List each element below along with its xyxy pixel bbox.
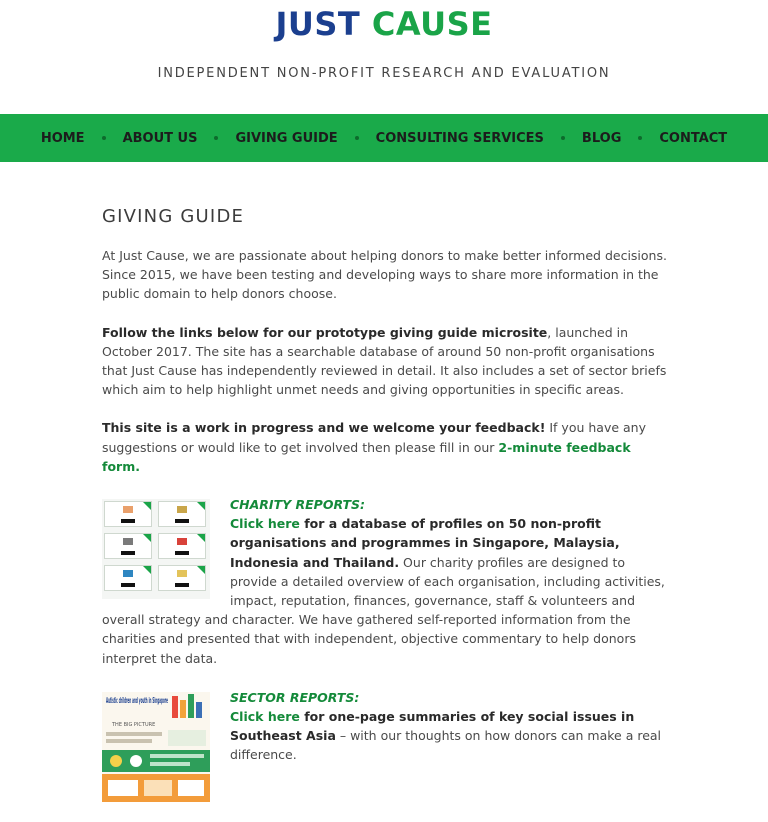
microsite-paragraph xyxy=(102,323,670,400)
nav-giving-guide[interactable]: GIVING GUIDE xyxy=(235,130,338,146)
logo-word-cause: CAUSE xyxy=(371,5,493,43)
nav-consulting-services[interactable]: CONSULTING SERVICES xyxy=(375,130,544,146)
charity-description: Our charity profiles are designed to provide a detailed overview of each organisation, including activities, impact, reputation, finances, governance, staff & volunteers and overall strategy and character. We have gathered self-reported information from the charities and presented that with independent, objective commentary to help donors interpret the data. xyxy=(102,554,665,666)
sector-reports-section xyxy=(102,688,670,802)
sector-click-here-link[interactable]: Click here xyxy=(230,709,300,725)
nav-blog[interactable]: BLOG xyxy=(581,130,622,146)
nav-separator-dot xyxy=(561,136,565,140)
microsite-lead: Follow the links below for our prototype giving guide microsite xyxy=(102,324,548,340)
profile-card xyxy=(158,565,206,591)
profile-card xyxy=(104,501,152,527)
intro-paragraph: At Just Cause, we are passionate about helping donors to make better informed decisions. Since 2015, we have been testing and developing ways to share more information in the public domain to help donors choose. xyxy=(102,248,667,302)
nav-separator-dot xyxy=(355,136,359,140)
charity-reports-section xyxy=(102,495,670,668)
site-tagline: INDEPENDENT NON-PROFIT RESEARCH AND EVALUATION xyxy=(157,66,611,81)
thumb-subtitle: THE BIG PICTURE xyxy=(112,721,156,728)
feedback-text: If you have any suggestions or would like to get involved then please fill in our xyxy=(102,420,646,455)
profile-card xyxy=(104,565,152,591)
page-title: GIVING GUIDE xyxy=(102,206,245,227)
nav-separator-dot xyxy=(214,136,218,140)
sector-lead: for one-page summaries of key social issues in Southeast Asia xyxy=(230,709,635,744)
feedback-paragraph xyxy=(102,418,670,476)
nav-about-us[interactable]: ABOUT US xyxy=(122,130,198,146)
sector-infographic-image xyxy=(102,692,210,802)
sector-description: – with our thoughts on how donors can make a real difference. xyxy=(230,728,662,763)
microsite-text: , launched in October 2017. The site has a searchable database of around 50 non-profit organisations that Just Cause has independently reviewed in detail. It also includes a set of sector briefs which aim to help highlight unmet needs and giving opportunities in specific areas. xyxy=(102,324,667,398)
profile-card xyxy=(158,533,206,559)
main-content xyxy=(102,204,670,822)
nav-contact[interactable]: CONTACT xyxy=(659,130,728,146)
main-nav xyxy=(0,114,768,162)
sector-reports-thumbnail[interactable] xyxy=(102,692,210,802)
logo-word-just: JUST xyxy=(275,5,361,43)
profile-card xyxy=(158,501,206,527)
charity-reports-thumbnail[interactable] xyxy=(102,499,210,599)
charity-reports-heading: CHARITY REPORTS: xyxy=(230,497,366,513)
charity-lead: for a database of profiles on 50 non-profit organisations and programmes in Singapore, Malaysia, Indonesia and Thailand. xyxy=(230,516,620,570)
nav-separator-dot xyxy=(102,136,106,140)
sector-reports-heading: SECTOR REPORTS: xyxy=(230,689,360,705)
profile-card xyxy=(104,533,152,559)
nav-home[interactable]: HOME xyxy=(40,130,85,146)
charity-click-here-link[interactable]: Click here xyxy=(230,516,300,532)
thumb-title: Autistic children and youth in Singapore xyxy=(106,695,168,705)
site-logo[interactable] xyxy=(0,4,768,44)
nav-separator-dot xyxy=(638,136,642,140)
feedback-form-link[interactable]: 2-minute feedback form. xyxy=(102,439,631,474)
feedback-lead: This site is a work in progress and we welcome your feedback! xyxy=(102,420,546,436)
